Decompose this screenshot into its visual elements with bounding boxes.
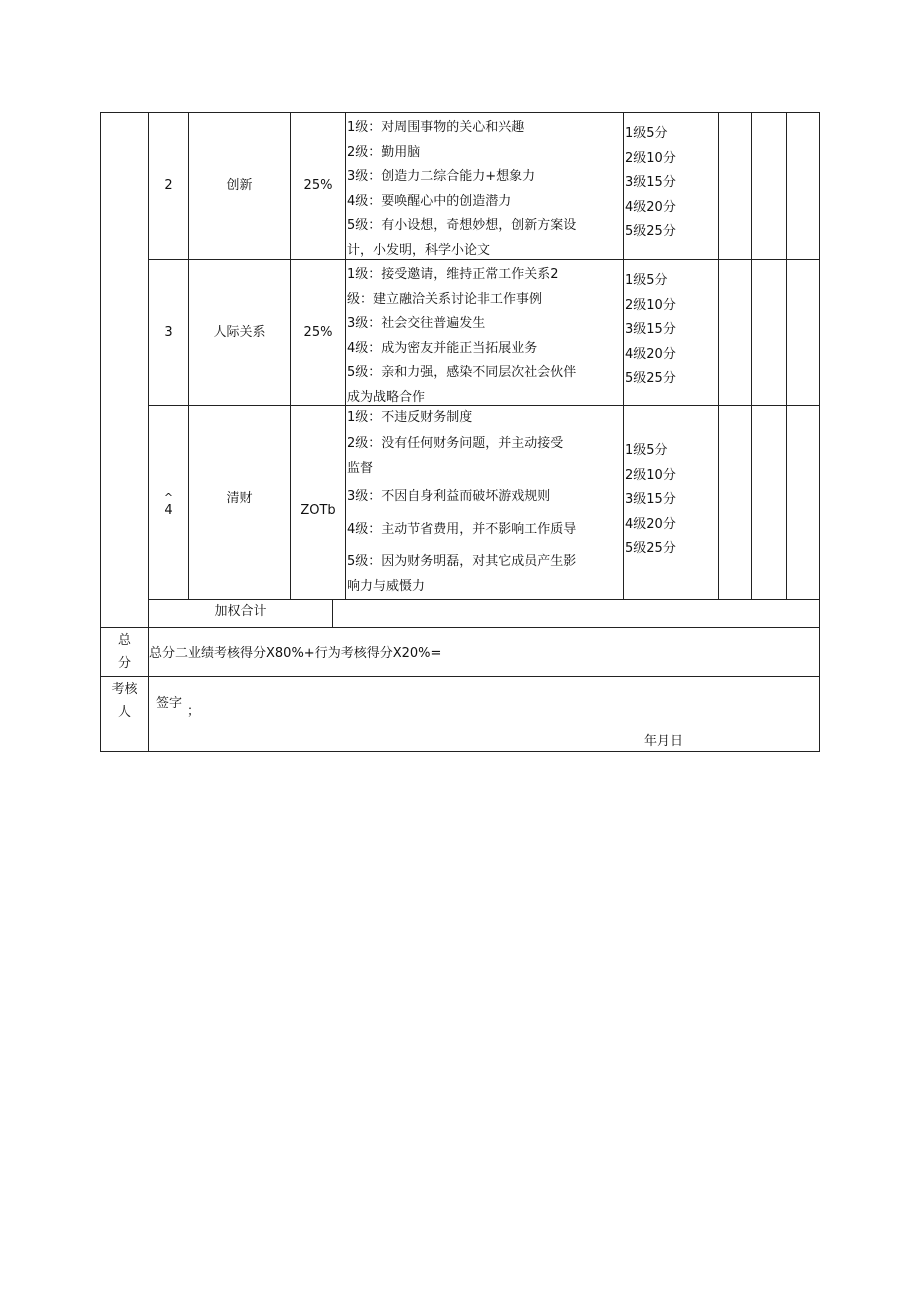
grid-line [100, 627, 820, 628]
grid-line [100, 751, 820, 752]
score-text: 1级5分 [625, 273, 668, 288]
criterion-levels [347, 116, 576, 263]
reviewer-label-line2: 人 [117, 705, 131, 720]
row-number: 3 [164, 325, 173, 340]
level-text: 5级：因为财务明磊，对其它成员产生影 [347, 554, 577, 569]
level-text: 3级：创造力二综合能力+想象力 [347, 169, 536, 184]
level-text: 计，小发明，科学小论文 [347, 242, 491, 258]
criterion-weight: 25% [303, 325, 333, 340]
criterion-weight: ZOTb [300, 503, 336, 518]
criterion-name: 人际关系 [213, 325, 266, 340]
level-text: 2级：勤用脑 [347, 144, 421, 160]
row-number: 4 [164, 503, 173, 518]
grid-line [786, 112, 787, 600]
score-text: 3级15分 [625, 175, 676, 190]
score-text: 5级25分 [625, 224, 676, 239]
level-text: 5级：有小设想，奇想妙想，创新方案设 [347, 218, 577, 233]
level-text: 1级：不违反财务制度 [347, 410, 473, 425]
level-text: 5级：亲和力强，感染不同层次社会伙伴 [347, 365, 577, 380]
score-text: 4级20分 [625, 346, 676, 362]
score-levels [625, 269, 676, 392]
grid-line [100, 112, 820, 113]
score-levels [625, 122, 676, 245]
total-label-line2: 分 [117, 656, 131, 671]
grid-line [332, 599, 333, 628]
signature-label: 签字 [156, 696, 183, 711]
level-text: 成为战略合作 [347, 389, 426, 405]
level-text: 3级：社会交往普遍发生 [347, 316, 486, 331]
criterion-levels [347, 406, 576, 597]
weighted-total-label: 加权合计 [214, 604, 267, 619]
score-text: 5级25分 [625, 541, 676, 556]
criterion-name: 清财 [226, 491, 253, 506]
grid-line [148, 599, 820, 600]
level-text: 3级：不因自身利益而破坏游戏规则 [347, 489, 551, 504]
signature-mark: ； [187, 704, 201, 719]
level-text: 级：建立融洽关系讨论非工作事例 [347, 291, 543, 307]
total-label-line1: 总 [117, 633, 131, 648]
date-label: 年月日 [644, 734, 684, 749]
score-text: 1级5分 [625, 443, 668, 458]
score-text: 2级10分 [625, 150, 676, 166]
criterion-name: 创新 [226, 178, 253, 193]
grid-line [345, 112, 346, 600]
grid-line [718, 112, 719, 600]
level-text: 1级：接受邀请，维持正常工作关系2 [347, 267, 559, 282]
row-number-mark: ^ [163, 491, 174, 504]
level-text: 响力与威慑力 [347, 579, 426, 594]
score-text: 4级20分 [625, 516, 676, 532]
score-text: 3级15分 [625, 322, 676, 337]
grid-line [751, 112, 752, 600]
reviewer-label-line1: 考核 [111, 682, 138, 697]
level-text: 4级：要唤醒心中的创造潜力 [347, 193, 512, 209]
level-text: 1级：对周围事物的关心和兴趣 [347, 120, 525, 135]
level-text: 监督 [347, 461, 374, 476]
grid-line [100, 676, 820, 677]
level-text: 2级：没有任何财务问题，并主动接受 [347, 436, 564, 451]
score-text: 2级10分 [625, 467, 676, 483]
level-text: 4级：成为密友并能正当拓展业务 [347, 340, 538, 356]
grid-line [819, 112, 820, 752]
score-text: 2级10分 [625, 297, 676, 313]
score-text: 4级20分 [625, 199, 676, 215]
grid-line [623, 112, 624, 600]
total-formula: 总分二业绩考核得分X80%+行为考核得分X20%= [149, 646, 442, 661]
score-text: 5级25分 [625, 371, 676, 386]
score-text: 3级15分 [625, 492, 676, 507]
score-levels [625, 439, 676, 562]
row-number: 2 [164, 178, 173, 193]
level-text: 4级：主动节省费用，并不影响工作质导 [347, 522, 577, 537]
score-text: 1级5分 [625, 126, 668, 141]
criterion-levels [347, 263, 576, 410]
criterion-weight: 25% [303, 178, 333, 193]
